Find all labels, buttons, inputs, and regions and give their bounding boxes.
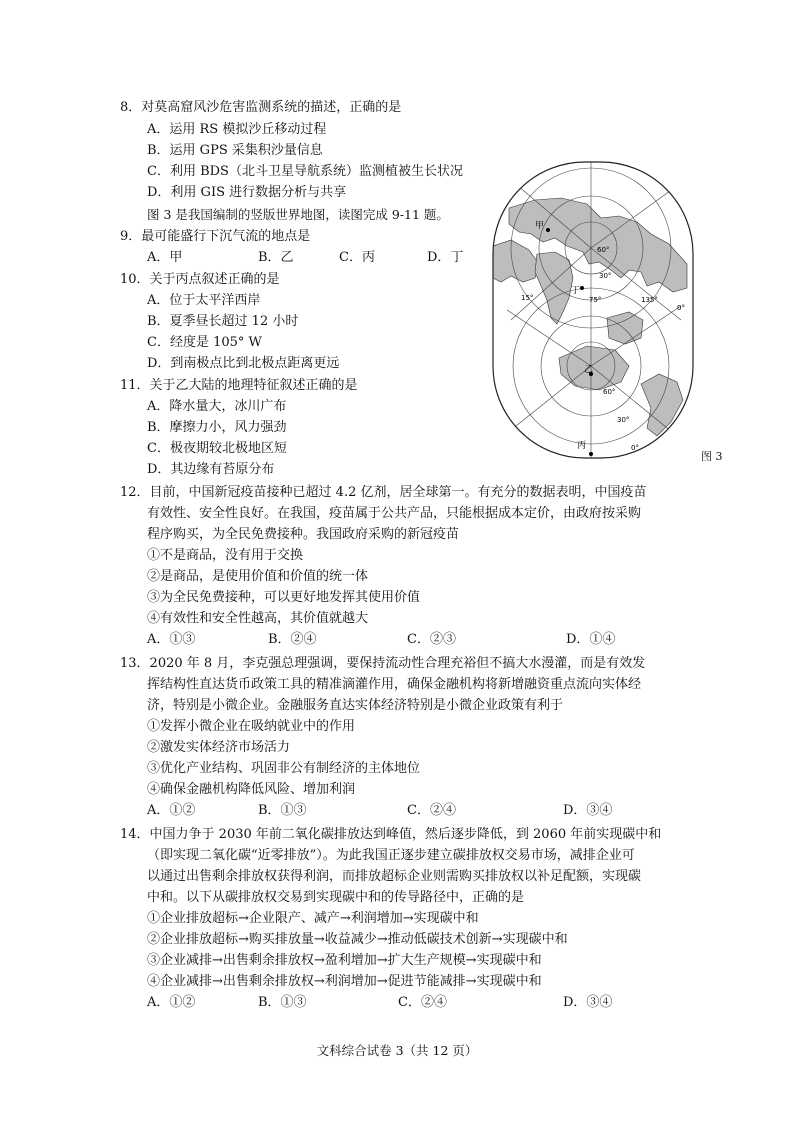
q8-option-b: B．运用 GPS 采集积沙量信息 (147, 143, 323, 158)
q8-option-d: D．利用 GIS 进行数据分析与共享 (147, 185, 347, 200)
q8-option-a: A．运用 RS 模拟沙丘移动过程 (147, 122, 327, 137)
label-jia: 甲 (535, 221, 545, 231)
q13-stem-line-2: 挥结构性直达货币政策工具的精准滴灌作用，确保金融机构将新增融资重点流向实体经 (147, 677, 642, 692)
figure-caption: 图 3 (701, 450, 723, 463)
q13-stem-line-3: 济，特别是小微企业。金融服务直达实体经济特别是小微企业政策有利于 (147, 698, 564, 713)
q9-option-b: B．乙 (258, 250, 294, 265)
q14-option-d: D．③④ (563, 995, 613, 1010)
q12-option-d: D．①④ (566, 632, 616, 647)
q12-option-a: A．①③ (147, 632, 196, 647)
q13-option-a: A．①② (147, 803, 196, 818)
q12-option-c: C．②③ (407, 632, 456, 647)
q14-stem-line-2: （即实现二氧化碳“近零排放”）。为此我国正逐步建立碳排放权交易市场，减排企业可 (147, 848, 635, 863)
q13-item-1: ①发挥小微企业在吸纳就业中的作用 (147, 719, 356, 734)
q13-stem-line-1: 13．2020 年 8 月，李克强总理强调，要保持流动性合理充裕但不搞大水漫灌，而是有效发 (120, 656, 646, 671)
q14-stem-line-1: 14．中国力争于 2030 年前二氧化碳排放达到峰值，然后逐步降低，到 2060 年前实现碳中和 (120, 827, 662, 842)
q13-item-3: ③优化产业结构、巩固非公有制经济的主体地位 (147, 761, 421, 776)
q11-option-a: A．降水量大，冰川广布 (147, 399, 287, 414)
q10-option-c: C．经度是 105° W (147, 335, 262, 350)
q12-item-1: ①不是商品，没有用于交换 (147, 548, 304, 563)
q11-option-b: B．摩擦力小，风力强劲 (147, 420, 287, 435)
q9-option-c: C．丙 (339, 250, 375, 265)
q12-stem-line-1: 12．目前，中国新冠疫苗接种已超过 4.2 亿剂，居全球第一。有充分的数据表明，中国疫苗 (120, 485, 647, 500)
label-60n: 60° (597, 246, 610, 254)
q12-item-3: ③为全民免费接种，可以更好地发挥其使用价值 (147, 590, 421, 605)
q11-option-c: C．极夜期较北极地区短 (147, 441, 287, 456)
label-75: 75° (589, 296, 602, 304)
q14-stem-line-3: 以通过出售剩余排放权获得利润，而排放超标企业则需购买排放权以补足配额，实现碳 (147, 869, 642, 884)
q13-option-c: C．②④ (407, 803, 456, 818)
q12-stem-line-2: 有效性、安全性良好。在我国，疫苗属于公共产品，只能根据成本定价，由政府按采购 (147, 506, 642, 521)
q10-option-a: A．位于太平洋西岸 (147, 293, 261, 308)
q12-stem-line-3: 程序购买，为全民免费接种。我国政府采购的新冠疫苗 (147, 527, 460, 542)
q13-item-2: ②激发实体经济市场活力 (147, 740, 291, 755)
label-30s: 30° (617, 416, 630, 424)
q11-option-d: D．其边缘有苔原分布 (147, 462, 275, 477)
q11-stem: 11．关于乙大陆的地理特征叙述正确的是 (120, 378, 358, 393)
q13-option-d: D．③④ (563, 803, 613, 818)
label-0-north: 0° (677, 304, 685, 312)
landmass-australia (607, 312, 643, 344)
vertical-world-map (491, 160, 695, 460)
q14-option-a: A．①② (147, 995, 196, 1010)
q9-option-d: D．丁 (427, 250, 464, 265)
point-bing-marker (589, 452, 593, 456)
label-60s: 60° (603, 388, 616, 396)
q8-option-c: C．利用 BDS（北斗卫星导航系统）监测植被生长状况 (147, 164, 463, 179)
q14-option-c: C．②④ (398, 995, 447, 1010)
intro-9-11: 图 3 是我国编制的竖版世界地图，读图完成 9-11 题。 (147, 207, 449, 222)
q14-item-1: ①企业排放超标→企业限产、减产→利润增加→实现碳中和 (147, 911, 479, 926)
q14-item-2: ②企业排放超标→购买排放量→收益减少→推动低碳技术创新→实现碳中和 (147, 932, 568, 947)
q9-stem: 9．最可能盛行下沉气流的地点是 (120, 229, 311, 244)
q12-item-2: ②是商品，是使用价值和价值的统一体 (147, 569, 369, 584)
label-yi: 乙 (584, 365, 594, 375)
label-0-south: 0° (631, 444, 639, 452)
q14-item-3: ③企业减排→出售剩余排放权→盈利增加→扩大生产规模→实现碳中和 (147, 953, 542, 968)
q14-stem-line-4: 中和。以下从碳排放权交易到实现碳中和的传导路径中，正确的是 (147, 890, 525, 905)
q14-item-4: ④企业减排→出售剩余排放权→利润增加→促进节能减排→实现碳中和 (147, 974, 542, 989)
point-ding-marker (580, 286, 584, 290)
label-15: 15° (521, 294, 534, 302)
point-jia-marker (546, 228, 550, 232)
page-footer: 文科综合试卷 3（共 12 页） (316, 1043, 478, 1058)
q9-option-a: A．甲 (147, 250, 183, 265)
label-ding: 丁 (571, 286, 581, 296)
q14-option-b: B．①③ (258, 995, 307, 1010)
map-body (491, 160, 695, 460)
label-bing: 丙 (577, 441, 587, 451)
q10-option-d: D．到南极点比到北极点距离更远 (147, 356, 340, 371)
q13-option-b: B．①③ (258, 803, 307, 818)
q10-option-b: B．夏季昼长超过 12 小时 (147, 314, 299, 329)
q13-item-4: ④确保金融机构降低风险、增加利润 (147, 782, 356, 797)
q12-option-b: B．②④ (268, 632, 317, 647)
label-135: 135° (641, 296, 658, 304)
q10-stem: 10．关于丙点叙述正确的是 (120, 272, 280, 287)
q8-stem: 8．对莫高窟风沙危害监测系统的描述，正确的是 (120, 100, 402, 115)
label-30n: 30° (599, 272, 612, 280)
q12-item-4: ④有效性和安全性越高，其价值就越大 (147, 611, 369, 626)
